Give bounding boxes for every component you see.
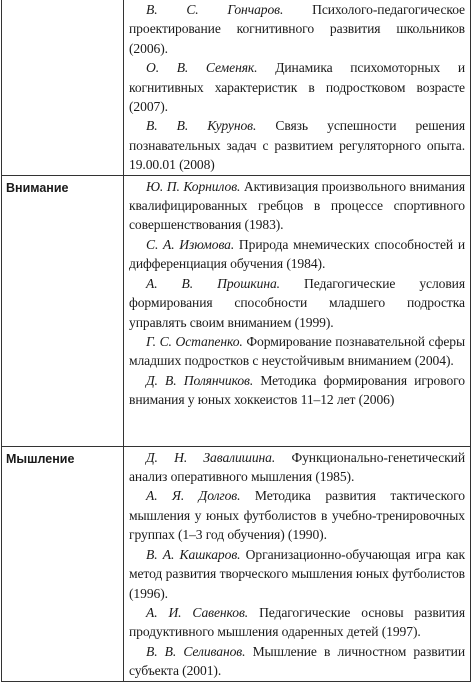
reference-entry bbox=[129, 448, 465, 487]
table-row bbox=[2, 175, 471, 446]
reference-entry bbox=[129, 371, 465, 410]
table-row bbox=[2, 446, 471, 681]
references-table bbox=[1, 0, 471, 682]
reference-title: Природа мнемических способностей и дифференциация обучения (1984). bbox=[129, 236, 465, 272]
reference-author: Д. Н. Завалишина. bbox=[146, 449, 276, 465]
topic-cell: Внимание bbox=[2, 175, 124, 446]
reference-entry bbox=[129, 116, 465, 174]
reference-entry bbox=[129, 332, 465, 371]
reference-author: Д. В. Полянчиков. bbox=[146, 372, 254, 388]
reference-author: В. С. Гончаров. bbox=[146, 2, 284, 17]
reference-author: В. А. Кашкаров. bbox=[146, 546, 241, 562]
reference-author: Ю. П. Корнилов. bbox=[146, 178, 241, 194]
reference-entry bbox=[129, 642, 465, 681]
reference-title: Функционально-генетический анализ оперативного мышления (1985). bbox=[129, 449, 465, 485]
reference-title: Динамика психомоторных и когнитивных характеристик в подростковом возрасте (2007). bbox=[129, 60, 465, 115]
topic-cell bbox=[2, 0, 124, 175]
reference-title: Педагогические основы развития продуктивного мышления одаренных детей (1997). bbox=[129, 604, 465, 640]
reference-entry bbox=[129, 603, 465, 642]
references-cell bbox=[124, 175, 471, 446]
reference-author: А. Я. Долгов. bbox=[146, 488, 241, 504]
reference-entry bbox=[129, 545, 465, 603]
reference-title: Активизация произвольного внимания квалифицированных гребцов в процессе спортивного совершенствования (1983). bbox=[129, 178, 465, 233]
reference-title: Методика формирования игрового внимания у юных хоккеистов 11–12 лет (2006) bbox=[129, 372, 465, 408]
reference-title: Связь успешности решения познавательных задач с развитием регуляторного опыта. 19.00.01 (2008) bbox=[129, 118, 465, 173]
reference-title: Психолого-педагогическое проектирование когнитивного развития школьников (2006). bbox=[129, 2, 465, 56]
topic-cell: Мышление bbox=[2, 446, 124, 681]
reference-author: В. В. Курунов. bbox=[146, 118, 257, 134]
reference-author: Г. С. Остапенко. bbox=[146, 333, 243, 349]
references-cell bbox=[124, 0, 471, 175]
reference-title: Методика развития тактического мышления у юных футболистов в учебно-тренировочных группах (1–3 год обучения) (1990). bbox=[129, 488, 465, 543]
references-cell bbox=[124, 446, 471, 681]
reference-author: О. В. Семеняк. bbox=[146, 60, 258, 76]
reference-entry bbox=[129, 177, 465, 235]
reference-author: А. И. Савенков. bbox=[146, 604, 249, 620]
references-table-body bbox=[2, 0, 471, 681]
table-row bbox=[2, 0, 471, 175]
reference-entry bbox=[129, 235, 465, 274]
reference-entry bbox=[129, 58, 465, 116]
reference-title: Формирование познавательной сферы младших подростков с неустойчивым вниманием (2004). bbox=[129, 333, 465, 369]
reference-title: Педагогические условия формирования способности младшего подростка управлять своим вниманием (1999). bbox=[129, 275, 466, 330]
reference-author: В. В. Селиванов. bbox=[146, 643, 246, 659]
reference-author: С. А. Изюмова. bbox=[146, 236, 235, 252]
reference-title: Организационно-обучающая игра как метод развития творческого мышления юных футболистов (1996). bbox=[129, 546, 465, 601]
reference-author: А. В. Прошкина. bbox=[146, 275, 280, 291]
reference-entry bbox=[129, 486, 465, 544]
reference-entry bbox=[129, 0, 465, 58]
reference-entry bbox=[129, 274, 465, 332]
reference-title: Мышление в личностном развитии субъекта (2001). bbox=[129, 643, 465, 679]
